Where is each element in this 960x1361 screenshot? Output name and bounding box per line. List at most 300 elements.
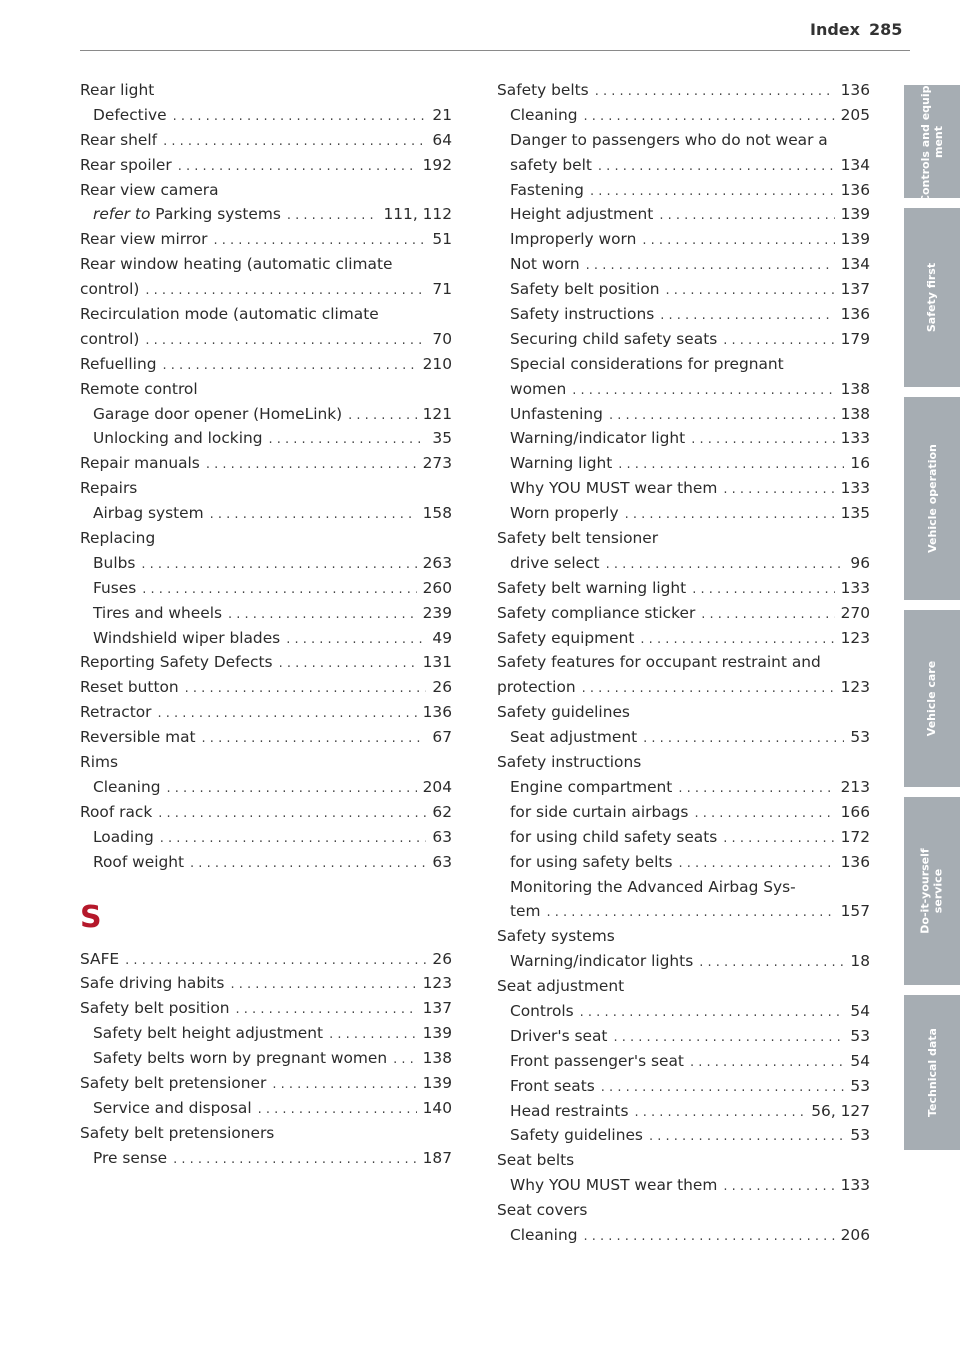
dot-leader [393,1048,416,1073]
index-entry-label: for using safety belts [510,852,673,871]
dot-leader [590,180,835,205]
index-entry-label: Pre sense [93,1148,168,1167]
dot-leader [141,553,416,578]
dot-leader [145,329,426,354]
index-entry [80,775,452,800]
index-entry-label: Service and disposal [93,1098,252,1117]
index-entry-label: Danger to passengers who do not wear a [510,130,828,149]
index-entry [497,924,870,949]
dot-leader [601,1076,845,1101]
index-entry-label: control) [80,280,140,299]
index-entry [80,1046,452,1071]
dot-leader [142,578,416,603]
header-title: Index [810,20,860,39]
section-tab-label: Vehicle operation [925,444,939,553]
index-entry-page: 136 [422,703,452,722]
index-entry-page: 139 [840,205,870,224]
index-entry-page: 260 [422,578,452,597]
index-entry-label: Repair manuals [80,454,200,473]
dot-leader [635,1101,806,1126]
index-entry-page: 133 [840,429,870,448]
dot-leader [348,404,416,429]
index-entry-label: Front passenger's seat [510,1051,684,1070]
index-entry-page: 16 [850,454,870,473]
index-entry-page: 138 [422,1049,452,1068]
index-entry [80,700,452,725]
index-entry [80,800,452,825]
index-entry [80,327,452,352]
index-entry-page: 123 [840,678,870,697]
index-entry-label: Refuelling [80,354,157,373]
index-entry-page: 210 [422,354,452,373]
index-entry-page: 166 [840,802,870,821]
dot-leader [125,949,426,974]
index-entry-page: 140 [422,1098,452,1117]
index-column-right [497,78,870,1248]
index-entry [497,551,870,576]
dot-leader [210,503,417,528]
dot-leader [214,229,427,254]
dot-leader [582,677,835,702]
dot-leader [723,827,834,852]
dot-leader [228,603,417,628]
index-entry-page: 136 [840,180,870,199]
index-entry-label: Safety belts worn by pregnant women [93,1049,388,1068]
index-entry-label: Rear light [80,81,155,99]
index-entry [497,750,870,775]
index-entry-page: 54 [850,1051,870,1070]
index-entry [497,949,870,974]
dot-leader [613,1026,844,1051]
index-entry-label: Warning/indicator lights [510,952,694,971]
section-tab-label: Do-it-yourself service [919,848,945,934]
index-entry [497,1173,870,1198]
index-entry [497,800,870,825]
index-entry-label: Rims [80,753,118,772]
dot-leader [279,652,417,677]
index-entry-label: Reporting Safety Defects [80,653,273,672]
index-entry-label: Seat belts [497,1151,575,1170]
index-entry-page: 111, 112 [383,205,452,224]
dot-leader [660,304,834,329]
dot-leader [580,1001,845,1026]
index-entry [497,178,870,203]
index-entry-page: 213 [840,777,870,796]
index-entry-label: Safety belt height adjustment [93,1024,324,1043]
index-entry-label: Securing child safety seats [510,329,718,348]
index-entry-refer: refer to [93,205,151,224]
index-entry [80,626,452,651]
index-entry [497,128,870,153]
index-entry-page: 133 [840,1176,870,1195]
index-entry [497,1123,870,1148]
index-entry-page: 136 [840,852,870,871]
index-entry-page: 137 [840,280,870,299]
index-entry [497,302,870,327]
index-entry [80,996,452,1021]
dot-leader [586,254,835,279]
dot-leader [166,777,416,802]
index-entry-label [93,202,281,227]
index-entry-page: 139 [422,1024,452,1043]
index-entry-page: 139 [422,1073,452,1092]
index-entry-label: Rear shelf [80,130,158,149]
dot-leader [643,727,844,752]
index-entry-page: 135 [840,504,870,523]
dot-leader [666,279,835,304]
index-entry-page: 53 [850,728,870,747]
index-entry-label: Engine compartment [510,777,673,796]
index-entry-page: 64 [432,130,452,149]
index-entry-page: 49 [432,628,452,647]
index-entry [497,875,870,900]
index-entry [80,725,452,750]
dot-leader [659,204,834,229]
index-entry-page: 63 [432,827,452,846]
index-entry [497,501,870,526]
index-entry-page: 205 [840,105,870,124]
index-entry-page: 70 [432,329,452,348]
index-entry-label: Reset button [80,678,179,697]
index-entry [80,78,452,103]
index-entry-page: 263 [422,553,452,572]
index-entry [497,1099,870,1124]
index-entry-page: 26 [432,949,452,968]
index-entry-label: Replacing [80,529,156,548]
section-tab-label: Safety first [925,262,939,333]
index-entry [497,476,870,501]
index-entry [497,725,870,750]
index-entry-page: 123 [422,974,452,993]
index-entry [497,675,870,700]
index-entry-page: 96 [850,553,870,572]
index-entry [80,277,452,302]
section-tab[interactable] [904,80,960,203]
dot-leader [547,901,835,926]
index-entry-label: drive select [510,553,600,572]
index-entry-label: Why YOU MUST wear them [510,479,718,498]
index-entry-label: Not worn [510,255,580,274]
index-entry [80,850,452,875]
index-entry-label: Rear spoiler [80,155,172,174]
index-entry-label: Rear view camera [80,180,219,199]
index-entry-page: 62 [432,802,452,821]
index-entry [497,626,870,651]
index-entry [497,1074,870,1099]
dot-leader [269,428,427,453]
index-entry-page: 133 [840,479,870,498]
dot-leader [701,603,834,628]
index-entry [80,971,452,996]
index-entry [80,1121,452,1146]
index-entry-label: Safety belt warning light [497,578,687,597]
index-entry-label: Seat covers [497,1201,588,1220]
index-entry-label: Safety features for occupant restraint and [497,653,821,672]
index-entry [80,1021,452,1046]
index-entry-page: 51 [432,230,452,249]
index-entry [497,451,870,476]
index-entry-label: Cleaning [510,105,578,124]
index-entry-label: Roof weight [93,852,185,871]
index-entry [497,327,870,352]
index-entry-page: 71 [432,280,452,299]
section-letter: S [80,899,102,935]
index-entry [497,227,870,252]
dot-leader [699,951,844,976]
index-entry [497,1223,870,1248]
index-entry [497,700,870,725]
index-entry-page: 239 [422,603,452,622]
index-entry [497,202,870,227]
index-entry-label: tem [510,902,541,921]
index-entry-label: Front seats [510,1076,595,1095]
index-entry-label: Safety belt tensioner [497,529,659,548]
index-entry-page: 54 [850,1001,870,1020]
section-tab-label: Vehicle care [925,660,939,737]
index-entry-label: Safety belt position [80,999,230,1018]
index-entry [80,451,452,476]
index-entry-label: protection [497,678,576,697]
index-entry [80,501,452,526]
index-entry-page: 35 [432,429,452,448]
index-entry-label: Cleaning [93,777,161,796]
index-entry [497,153,870,178]
index-entry-label: Fuses [93,578,137,597]
index-entry-page: 273 [422,454,452,473]
index-entry-page: 121 [422,404,452,423]
dot-leader [202,727,427,752]
index-entry-target: Parking systems [150,205,281,224]
index-entry-label: Seat adjustment [510,728,638,747]
index-entry-label: Defective [93,105,167,124]
dot-leader [286,628,426,653]
index-entry-label: Cleaning [510,1225,578,1244]
index-entry-label: Height adjustment [510,205,654,224]
index-entry-label: Unfastening [510,404,603,423]
index-entry-label: Seat adjustment [497,977,625,996]
index-entry [80,825,452,850]
index-entry-page: 67 [432,728,452,747]
index-entry-label: Special considerations for pregnant [510,354,784,373]
index-entry-label: SAFE [80,949,120,968]
index-entry-page: 172 [840,827,870,846]
index-entry-label: Safety equipment [497,628,635,647]
index-entry [80,750,452,775]
dot-leader [158,702,417,727]
index-entry [497,974,870,999]
index-entry-page: 138 [840,404,870,423]
index-entry-label: Rear view mirror [80,230,208,249]
index-entry-page: 123 [840,628,870,647]
index-entry-label: Reversible mat [80,728,196,747]
section-tab[interactable] [904,995,960,1150]
index-entry-label: Retractor [80,703,152,722]
index-entry-page: 53 [850,1126,870,1145]
section-tab[interactable] [904,208,960,387]
index-entry-page: 136 [840,81,870,99]
index-entry [80,650,452,675]
index-entry-label: Loading [93,827,154,846]
index-entry [497,526,870,551]
index-entry-label: Monitoring the Advanced Airbag Sys- [510,877,796,896]
dot-leader [583,105,834,130]
index-entry [80,551,452,576]
dot-leader [723,1175,834,1200]
index-entry-label: Safety systems [497,927,615,946]
index-entry-page: 157 [840,902,870,921]
index-entry-label: Fastening [510,180,584,199]
index-entry-label: for using child safety seats [510,827,718,846]
index-entry-label: Safety belt position [510,280,660,299]
dot-leader [649,1125,844,1150]
index-entry-label: Driver's seat [510,1026,608,1045]
index-entry [80,947,452,972]
index-entry-page: 134 [840,155,870,174]
index-entry [497,377,870,402]
index-entry-page: 136 [840,305,870,324]
dot-leader [625,503,835,528]
index-entry [80,352,452,377]
index-entry-label: Head restraints [510,1101,629,1120]
index-entry-label: Why YOU MUST wear them [510,1176,718,1195]
index-entry-label: Airbag system [93,504,204,523]
index-entry [497,775,870,800]
index-entry-label: Roof rack [80,802,153,821]
index-entry-label: Warning light [510,454,613,473]
dot-leader [598,155,835,180]
index-entry [80,377,452,402]
page-number: 285 [869,20,903,39]
index-entry [497,103,870,128]
section-tab[interactable] [904,610,960,787]
dot-leader [618,453,844,478]
dot-leader [206,453,417,478]
index-entry [80,1071,452,1096]
dot-leader [640,628,834,653]
section-tab[interactable] [904,397,960,600]
index-column-left [80,78,452,1171]
index-entry-label: Safety guidelines [497,703,630,722]
index-entry-label: Rear window heating (automatic climate [80,255,393,274]
index-entry [80,227,452,252]
index-entry-page: 63 [432,852,452,871]
index-entry-page: 26 [432,678,452,697]
dot-leader [190,852,426,877]
dot-leader [236,998,417,1023]
dot-leader [583,1225,834,1250]
dot-leader [185,677,427,702]
section-tab-label: Technical data [925,1028,939,1117]
index-entry-label: Tires and wheels [93,603,222,622]
index-entry-label: Safety guidelines [510,1126,643,1145]
dot-leader [678,777,834,802]
section-tab-label: Controls and equip- ment [919,80,945,203]
dot-leader [158,802,426,827]
index-entry-page: 138 [840,379,870,398]
index-entry-label: Safety compliance sticker [497,603,696,622]
index-entry [497,352,870,377]
dot-leader [173,105,427,130]
index-entry-page: 21 [432,105,452,124]
index-entry [497,1024,870,1049]
index-entry-page: 53 [850,1076,870,1095]
index-entry-label: Garage door opener (HomeLink) [93,404,343,423]
index-entry [80,202,452,227]
index-entry [80,476,452,501]
index-entry [80,128,452,153]
index-entry-label: Worn properly [510,504,619,523]
index-entry-label: Safety belt pretensioners [80,1123,275,1142]
index-entry [497,899,870,924]
index-entry [80,1096,452,1121]
index-entry [497,650,870,675]
index-entry [80,402,452,427]
dot-leader [173,1148,417,1173]
index-entry-label: for side curtain airbags [510,802,689,821]
index-entry-page: 158 [422,504,452,523]
dot-leader [163,130,426,155]
dot-leader [162,354,416,379]
index-entry [80,675,452,700]
index-entry-label: Safety belt pretensioner [80,1073,267,1092]
index-entry-page: 270 [840,603,870,622]
index-entry-page: 134 [840,255,870,274]
index-entry-page: 53 [850,1026,870,1045]
index-entry-page: 179 [840,329,870,348]
index-entry-page: 137 [422,999,452,1018]
index-entry-label: Warning/indicator light [510,429,686,448]
index-entry [80,302,452,327]
dot-leader [691,428,834,453]
index-entry-label: Safety instructions [497,753,642,772]
dot-leader [572,379,834,404]
index-entry-label: Windshield wiper blades [93,628,281,647]
index-entry [497,402,870,427]
index-entry-label: Safety belts [497,81,589,99]
dot-leader [723,478,834,503]
index-entry [80,103,452,128]
dot-leader [329,1023,417,1048]
index-entry [497,277,870,302]
index-entry [497,999,870,1024]
index-entry-page: 206 [840,1225,870,1244]
index-entry [80,576,452,601]
index-entry-label: women [510,379,567,398]
index-entry-label: Repairs [80,479,138,498]
index-entry [80,1146,452,1171]
dot-leader [595,80,835,105]
section-tab[interactable] [904,797,960,985]
index-entry [497,1148,870,1173]
index-entry-page: 56, 127 [811,1101,870,1120]
dot-leader [258,1098,417,1123]
index-entry [497,825,870,850]
header-rule [80,50,910,51]
index-entry-page: 192 [422,155,452,174]
index-entry [80,178,452,203]
dot-leader [606,553,845,578]
index-entry-page: 133 [840,578,870,597]
dot-leader [272,1073,416,1098]
index-entry-page: 131 [422,653,452,672]
dot-leader [723,329,834,354]
index-entry-label: Recirculation mode (automatic climate [80,305,379,324]
dot-leader [160,827,427,852]
index-entry-label: Safe driving habits [80,974,225,993]
dot-leader [609,404,835,429]
dot-leader [678,852,834,877]
index-entry-label: Controls [510,1001,574,1020]
